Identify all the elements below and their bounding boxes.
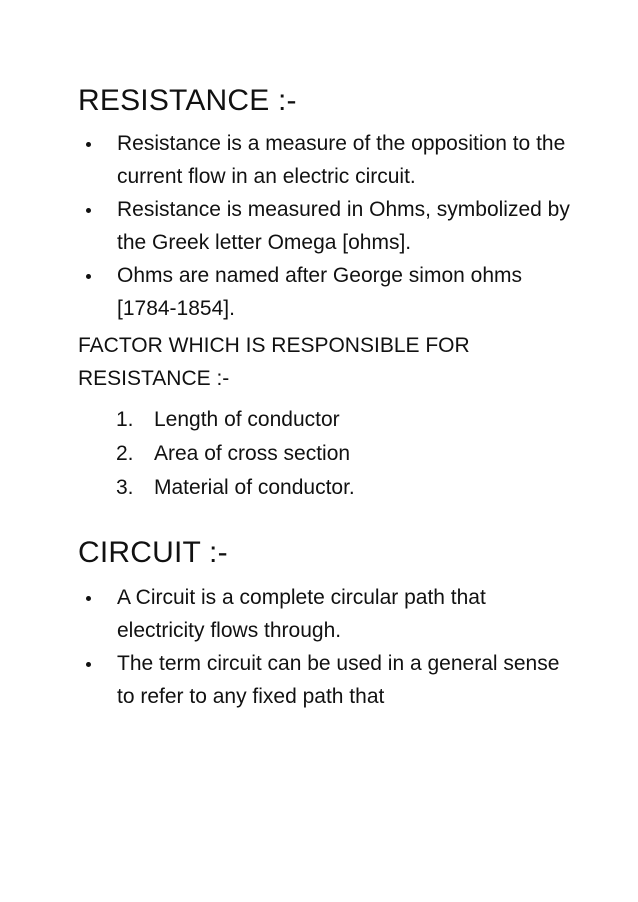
factors-heading: FACTOR WHICH IS RESPONSIBLE FOR RESISTANCE :- <box>78 334 470 390</box>
bullet-text: Resistance is a measure of the opposition to the current flow in an electric circuit. <box>117 132 566 188</box>
resistance-heading: RESISTANCE :- <box>78 84 297 117</box>
bullet-text: The term circuit can be used in a general sense to refer to any fixed path that <box>117 652 560 708</box>
list-item <box>78 403 578 437</box>
list-item <box>78 127 578 193</box>
list-item <box>78 193 578 259</box>
list-number: 2. <box>116 442 134 465</box>
bullet-icon <box>86 142 91 147</box>
list-item <box>78 437 578 471</box>
list-item <box>78 581 578 647</box>
factors-numbered-list <box>78 403 578 505</box>
bullet-icon <box>86 596 91 601</box>
list-item <box>78 259 578 325</box>
bullet-icon <box>86 208 91 213</box>
list-number: 1. <box>116 408 134 431</box>
bullet-icon <box>86 274 91 279</box>
list-item <box>78 471 578 505</box>
list-item-text: Area of cross section <box>154 442 351 465</box>
list-number: 3. <box>116 476 134 499</box>
bullet-text: Resistance is measured in Ohms, symbolized by the Greek letter Omega [ohms]. <box>117 198 570 254</box>
circuit-heading: CIRCUIT :- <box>78 536 228 569</box>
circuit-bullet-list <box>78 581 578 713</box>
bullet-text: A Circuit is a complete circular path that electricity flows through. <box>117 586 486 642</box>
bullet-text: Ohms are named after George simon ohms [1784-1854]. <box>117 264 523 320</box>
bullet-icon <box>86 662 91 667</box>
list-item-text: Length of conductor <box>154 408 340 431</box>
list-item-text: Material of conductor. <box>154 476 355 499</box>
resistance-bullet-list <box>78 127 578 325</box>
document-content <box>78 78 578 713</box>
list-item <box>78 647 578 713</box>
